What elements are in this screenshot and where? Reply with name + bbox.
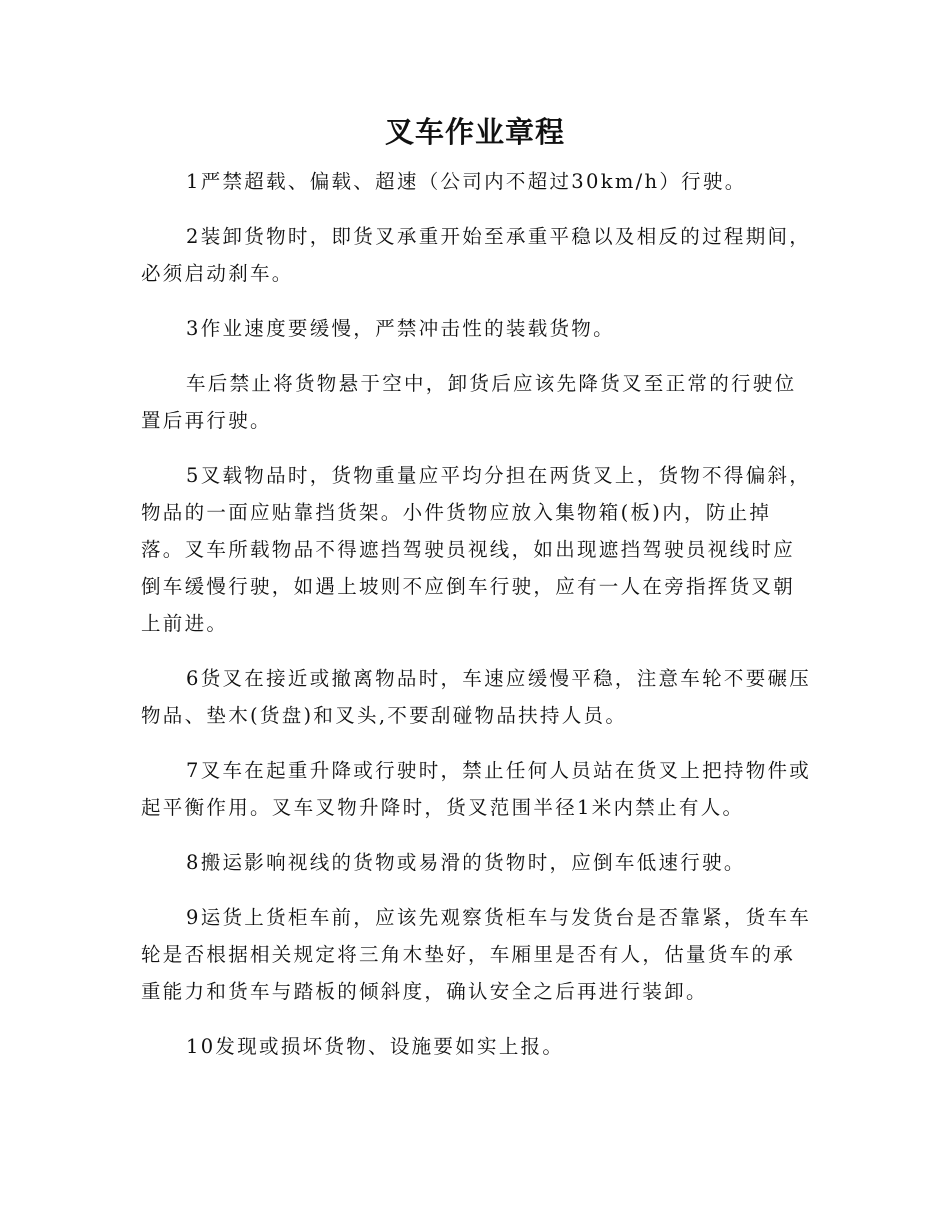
paragraph-10	[141, 1028, 811, 1065]
paragraph-7	[141, 752, 811, 826]
paragraph-line: 3作业速度要缓慢，严禁冲击性的装载货物。	[186, 317, 615, 340]
paragraph-line: 轮是否根据相关规定将三角木垫好，车厢里是否有人，估量货车的承	[141, 943, 796, 966]
paragraph-line: 车后禁止将货物悬于空中，卸货后应该先降货叉至正常的行驶位	[186, 372, 797, 395]
paragraph-line: 1严禁超载、偏载、超速（公司内不超过30km/h）行驶。	[186, 170, 747, 193]
paragraph-4	[141, 365, 811, 439]
paragraph-line: 起平衡作用。叉车叉物升降时，货叉范围半径1米内禁止有人。	[141, 796, 745, 819]
paragraph-2	[141, 218, 811, 292]
paragraph-9	[141, 899, 811, 1010]
document-title: 叉车作业章程	[384, 115, 565, 149]
paragraph-line: 9运货上货柜车前，应该先观察货柜车与发货台是否靠紧，货车车	[186, 906, 812, 929]
paragraph-8	[141, 844, 811, 881]
paragraph-line: 落。叉车所载物品不得遮挡驾驶员视线，如出现遮挡驾驶员视线时应	[141, 538, 796, 561]
paragraph-3	[141, 310, 811, 347]
paragraph-line: 物品、垫木(货盘)和叉头,不要刮碰物品扶持人员。	[141, 704, 628, 727]
paragraph-line: 必须启动刹车。	[141, 262, 294, 285]
paragraph-line: 上前进。	[141, 612, 229, 635]
paragraph-5	[141, 457, 811, 642]
document-body	[141, 163, 811, 1083]
paragraph-6	[141, 660, 811, 734]
paragraph-line: 10发现或损坏货物、设施要如实上报。	[186, 1035, 565, 1058]
paragraph-1	[141, 163, 811, 200]
paragraph-line: 6货叉在接近或撤离物品时，车速应缓慢平稳，注意车轮不要碾压	[186, 667, 812, 690]
paragraph-line: 7叉车在起重升降或行驶时，禁止任何人员站在货叉上把持物件或	[186, 759, 812, 782]
paragraph-line: 5叉载物品时，货物重量应平均分担在两货叉上，货物不得偏斜，	[186, 464, 812, 487]
paragraph-line: 8搬运影响视线的货物或易滑的货物时，应倒车低速行驶。	[186, 851, 746, 874]
paragraph-line: 2装卸货物时，即货叉承重开始至承重平稳以及相反的过程期间，	[186, 225, 812, 248]
paragraph-line: 倒车缓慢行驶，如遇上坡则不应倒车行驶，应有一人在旁指挥货叉朝	[141, 575, 796, 598]
paragraph-line: 置后再行驶。	[141, 409, 272, 432]
paragraph-line: 重能力和货车与踏板的倾斜度，确认安全之后再进行装卸。	[141, 980, 708, 1003]
paragraph-line: 物品的一面应贴靠挡货架。小件货物应放入集物箱(板)内，防止掉	[141, 501, 772, 524]
